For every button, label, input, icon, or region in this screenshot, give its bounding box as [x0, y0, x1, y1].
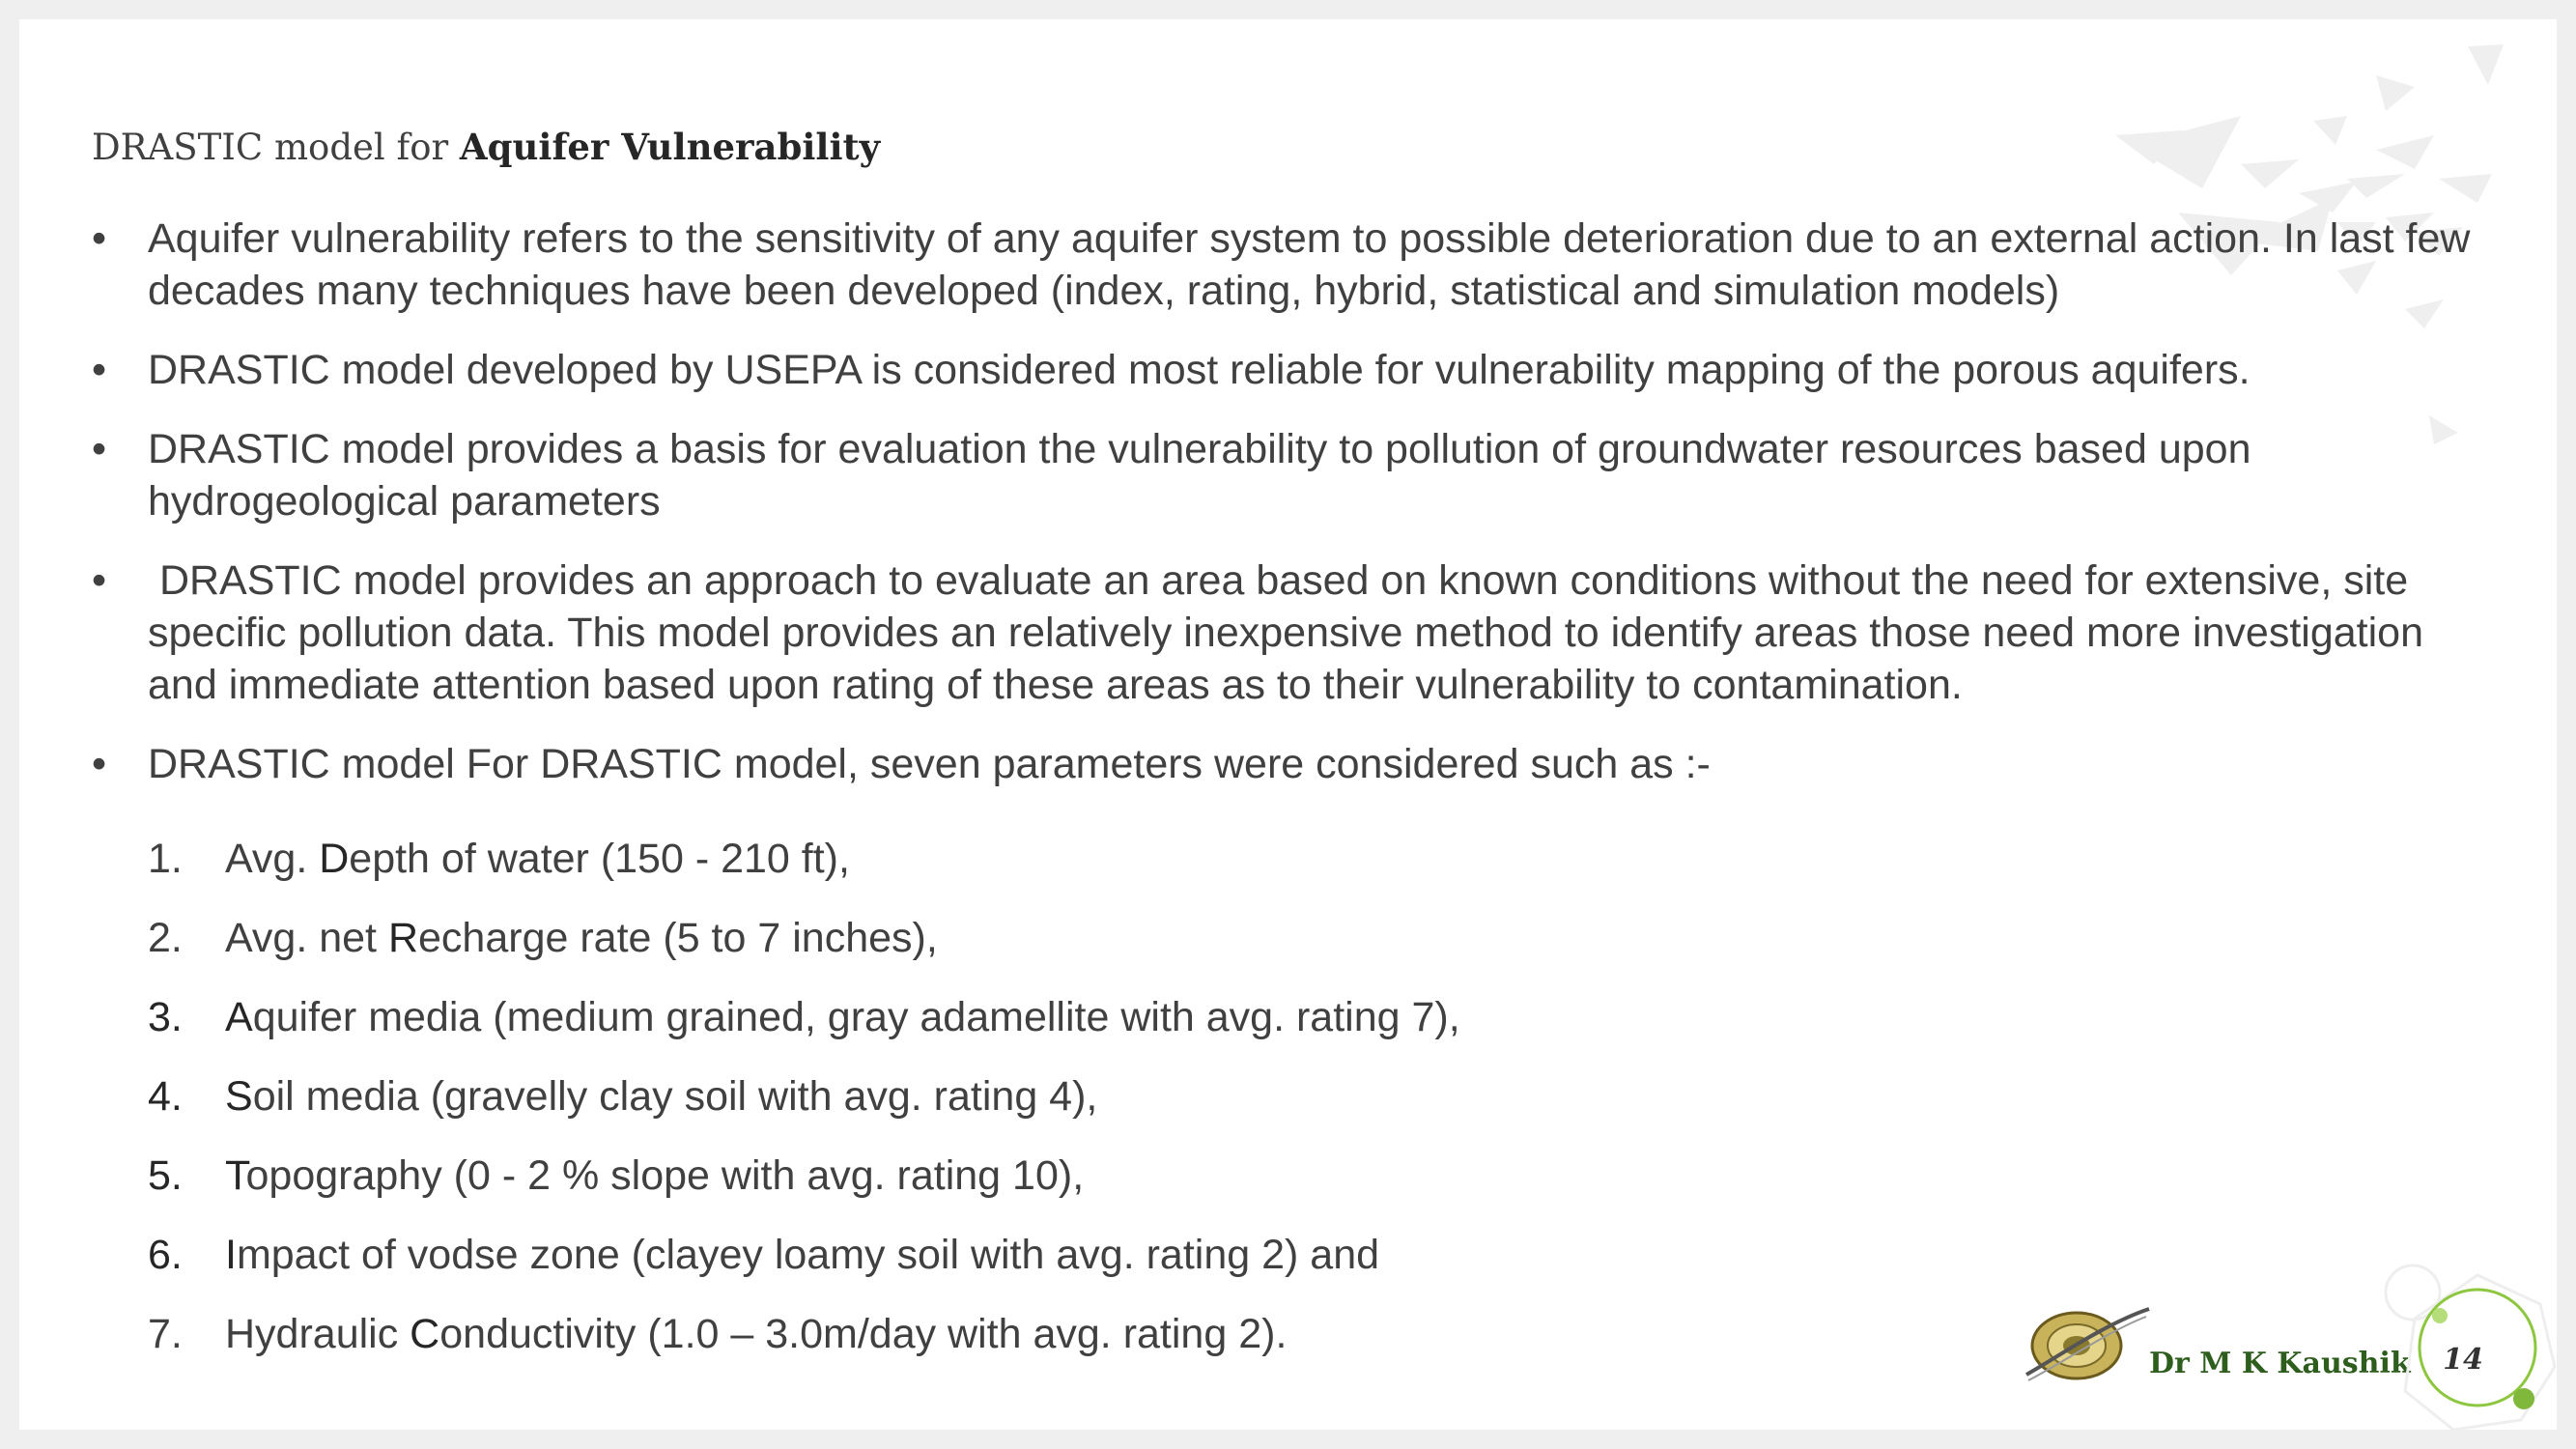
parameter-key-letter: D [319, 836, 350, 882]
bullet-icon: • [92, 741, 107, 787]
parameter-number: 7. [148, 1311, 183, 1357]
parameter-item [148, 1308, 1460, 1360]
bullet-text: DRASTIC model developed by USEPA is considered most reliable for vulnerability mapping of the porous aquifers. [148, 347, 2250, 393]
bullet-item [92, 344, 2487, 396]
parameter-text-pre: Avg. net [225, 915, 388, 961]
author-name: Dr M K Kaushik [2149, 1347, 2411, 1380]
parameter-item [148, 991, 1460, 1043]
parameter-number: 6. [148, 1232, 183, 1278]
parameter-text-post: oil media (gravelly clay soil with avg. rating 4), [252, 1073, 1098, 1120]
parameter-key-letter: S [225, 1073, 253, 1120]
parameter-text-pre: Hydraulic [225, 1311, 410, 1357]
bullet-icon: • [92, 557, 107, 604]
parameter-text-post: quifer media (medium grained, gray adamellite with avg. rating 7), [252, 994, 1460, 1040]
parameter-text-post: onductivity (1.0 – 3.0m/day with avg. rating 2). [439, 1311, 1288, 1357]
parameter-key-letter: T [225, 1152, 246, 1199]
parameter-text-post: epth of water (150 - 210 ft), [349, 836, 850, 882]
parameter-number: 5. [148, 1152, 183, 1199]
parameter-text-post: opography (0 - 2 % slope with avg. rating 10), [245, 1152, 1085, 1199]
bullet-item [92, 738, 2487, 790]
parameter-text-pre: Avg. [225, 836, 320, 882]
slide [19, 19, 2557, 1430]
parameter-number: 1. [148, 836, 183, 882]
university-emblem-icon [2019, 1299, 2154, 1391]
parameter-key-letter: A [225, 994, 253, 1040]
bullet-text: DRASTIC model For DRASTIC model, seven parameters were considered such as :- [148, 741, 1711, 787]
bullet-icon: • [92, 426, 107, 472]
parameter-item [148, 1070, 1460, 1122]
bullet-list [92, 213, 2487, 817]
parameter-number: 3. [148, 994, 183, 1040]
bullet-item [92, 554, 2487, 711]
parameter-item [148, 1229, 1460, 1281]
bullet-icon: • [92, 215, 107, 262]
parameter-item [148, 1150, 1460, 1202]
parameter-key-letter: I [225, 1232, 237, 1278]
title-bold: Aquifer Vulnerability [459, 126, 881, 168]
parameter-key-letter: R [387, 915, 418, 961]
bullet-text: DRASTIC model provides an approach to evaluate an area based on known conditions without the need for extensive, site specific pollution data. This model provides an relatively inexpensive method to identify areas those need more investigation and immediate attention based upon rating of these areas as to their vulnerability to contamination. [148, 557, 2435, 708]
parameter-text-post: mpact of vodse zone (clayey loamy soil with avg. rating 2) and [236, 1232, 1380, 1278]
parameter-key-letter: C [410, 1311, 440, 1357]
parameter-item [148, 833, 1460, 885]
page-number: 14 [2443, 1343, 2483, 1377]
title-plain: DRASTIC model for [92, 127, 460, 168]
bullet-item [92, 423, 2487, 527]
bullet-text: Aquifer vulnerability refers to the sensitivity of any aquifer system to possible deterioration due to an external action. In last few decades many techniques have been developed (index, rating, hybrid, statistical and simulation models) [148, 215, 2471, 314]
parameter-text-post: echarge rate (5 to 7 inches), [418, 915, 938, 961]
bullet-icon: • [92, 347, 107, 393]
parameter-number: 4. [148, 1073, 183, 1120]
parameter-item [148, 912, 1460, 964]
parameter-number: 2. [148, 915, 183, 961]
bullet-item [92, 213, 2487, 317]
slide-title [92, 126, 880, 168]
bullet-text: DRASTIC model provides a basis for evaluation the vulnerability to pollution of groundwater resources based upon hydrogeological parameters [148, 426, 2251, 525]
parameter-list [148, 833, 1460, 1387]
